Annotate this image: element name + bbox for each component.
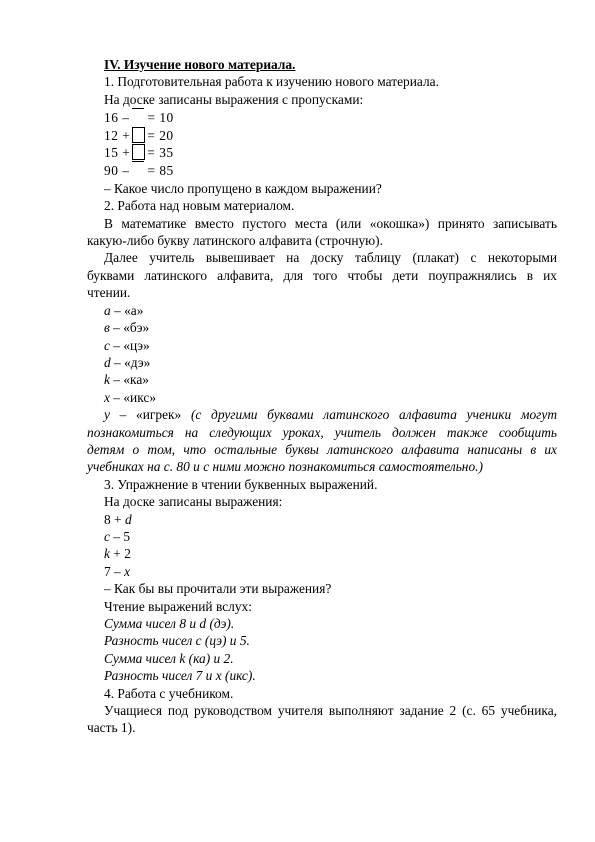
expression-4: 90 – = 85 (104, 163, 174, 179)
blank-gap (132, 108, 144, 118)
letter-row: в – «бэ» (104, 320, 150, 336)
box-gap (132, 144, 145, 160)
reading-item: Сумма чисел k (ка) и 2. (104, 650, 234, 666)
letter-row: x – «икс» (104, 389, 157, 405)
reading-item: Разность чисел 7 и x (икс). (104, 668, 256, 684)
p3-heading: 3. Упражнение в чтении буквенных выражений. (104, 476, 378, 492)
expression-1: 16 – = 10 (104, 110, 174, 126)
note-line4: учебниках на с. 80 и с ними можно познакомиться самостоятельно.) (87, 459, 483, 475)
box-gap (132, 127, 145, 143)
letter-row: k – «ка» (104, 372, 149, 388)
letter-row: c – «цэ» (104, 337, 150, 353)
question-1: – Какое число пропущено в каждом выражении? (104, 180, 382, 196)
p4-text-line2: часть 1). (87, 720, 136, 736)
letter-expression: 7 – x (104, 563, 131, 579)
reading-item: Сумма чисел 8 и d (дэ). (104, 616, 235, 631)
letter-row: d – «дэ» (104, 354, 151, 370)
expression-3: 15 + = 35 (104, 145, 174, 161)
p2-text1-line1: В математике вместо пустого места (или «окошка») принято записывать (104, 215, 557, 231)
letter-expression: k + 2 (104, 546, 131, 562)
p3-intro: На доске записаны выражения: (104, 494, 283, 510)
question-3: – Как бы вы прочитали эти выражения? (104, 581, 332, 597)
p2-text2-line2: буквами латинского алфавита, для того чтобы дети поупражнялись в их (87, 267, 557, 283)
p4-heading: 4. Работа с учебником. (104, 685, 234, 701)
letter-row: a – «а» (104, 302, 144, 318)
letter-expression: 8 + d (104, 511, 132, 527)
p2-text1-line2: какую-либо букву латинского алфавита (строчную). (87, 233, 383, 249)
blank-gap (132, 161, 144, 171)
p2-text2-line3: чтении. (87, 285, 131, 301)
expression-2: 12 + = 20 (104, 127, 174, 143)
reading-intro: Чтение выражений вслух: (104, 598, 252, 614)
reading-item: Разность чисел c (цэ) и 5. (104, 633, 250, 649)
letter-expression: c – 5 (104, 528, 131, 544)
note-line2: познакомиться на следующих уроках, учитель должен также сообщить (87, 424, 557, 440)
p2-text2-line1: Далее учитель вывешивает на доску таблицу (плакат) с некоторыми (104, 250, 557, 266)
note-line3: детям о том, что остальные буквы латинского алфавита написаны в их (87, 441, 557, 457)
p4-text-line1: Учащиеся под руководством учителя выполняют задание 2 (с. 65 учебника, (104, 703, 557, 719)
section-title: IV. Изучение нового материала. (104, 57, 296, 72)
document-page (87, 56, 557, 737)
p2-heading: 2. Работа над новым материалом. (104, 198, 295, 214)
p1-heading: 1. Подготовительная работа к изучению нового материала. (104, 74, 439, 90)
letter-y-note-line1: y – «игрек» (с другими буквами латинского алфавита ученики могут (104, 407, 557, 423)
p1-intro: На доске записаны выражения с пропусками: (104, 91, 364, 107)
